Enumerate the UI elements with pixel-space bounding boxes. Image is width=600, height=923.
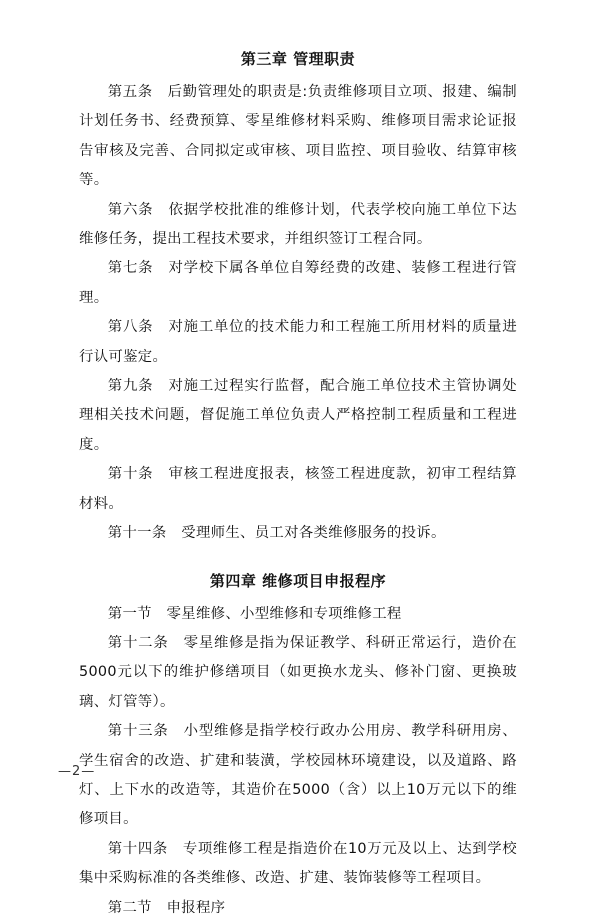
section-2-heading: 第二节 申报程序 bbox=[107, 899, 226, 916]
article-12: 第十二条 零星维修是指为保证教学、科研正常运行，造价在5000元以下的维护修缮项目（如更换水龙头、修补门窗、更换玻璃、灯管等）。 bbox=[79, 634, 517, 710]
chapter-3-title: 第三章 管理职责 bbox=[240, 50, 356, 68]
article-11: 第十一条 受理师生、员工对各类维修服务的投诉。 bbox=[107, 525, 446, 542]
chapter-4-title: 第四章 维修项目申报程序 bbox=[209, 571, 387, 590]
article-13: 第十三条 小型维修是指学校行政办公用房、教学科研用房、学生宿舍的改造、扩建和装潢，学校园林环境建设，以及道路、路灯、上下水的改造等，其造价在5000（含）以上10万元以下的维修项目。 bbox=[79, 723, 517, 828]
article-14: 第十四条 专项维修工程是指造价在10万元及以上、达到学校集中采购标准的各类维修、改造、扩建、装饰装修等工程项目。 bbox=[79, 840, 517, 887]
section-1-heading: 第一节 零星维修、小型维修和专项维修工程 bbox=[107, 605, 402, 622]
page-number: —2— bbox=[58, 764, 96, 779]
article-8: 第八条 对施工单位的技术能力和工程施工所用材料的质量进行认可鉴定。 bbox=[79, 319, 517, 365]
article-7: 第七条 对学校下属各单位自筹经费的改建、装修工程进行管理。 bbox=[79, 260, 517, 306]
article-5: 第五条 后勤管理处的职责是:负责维修项目立项、报建、编制计划任务书、经费预算、零星维修材料采购、维修项目需求论证报告审核及完善、合同拟定或审核、项目监控、项目验收、结算审核等。 bbox=[79, 84, 517, 189]
article-6: 第六条 依据学校批准的维修计划，代表学校向施工单位下达维修任务，提出工程技术要求，并组织签订工程合同。 bbox=[79, 201, 517, 248]
article-10: 第十条 审核工程进度报表，核签工程进度款，初审工程结算材料。 bbox=[79, 466, 517, 512]
article-9: 第九条 对施工过程实行监督，配合施工单位技术主管协调处理相关技术问题，督促施工单位负责人严格控制工程质量和工程进度。 bbox=[79, 378, 517, 453]
